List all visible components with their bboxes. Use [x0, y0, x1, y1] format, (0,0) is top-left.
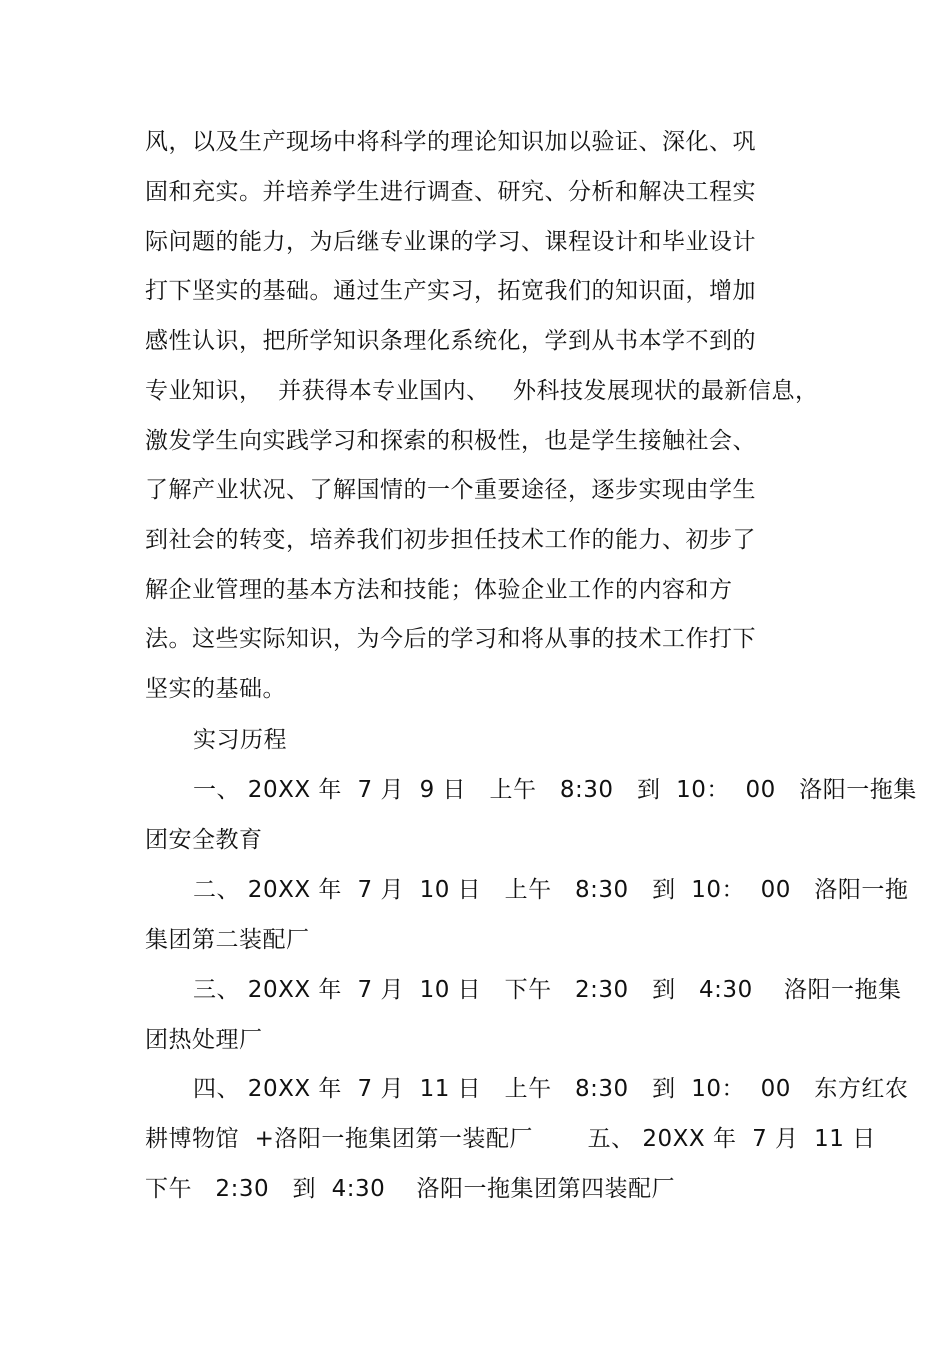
paragraph-line: 打下坚实的基础。通过生产实习，拓宽我们的知识面，增加	[145, 278, 756, 304]
schedule-item-1-line1: 一、 20XX 年 7 月 9 日 上午 8:30 到 10： 00 洛阳一拖集	[193, 777, 917, 803]
schedule-item-2-line2: 集团第二装配厂	[145, 927, 310, 953]
paragraph-line: 了解产业状况、了解国情的一个重要途径，逐步实现由学生	[145, 477, 756, 503]
paragraph-line: 感性认识，把所学知识条理化系统化，学到从书本学不到的	[145, 328, 756, 354]
schedule-item-4-line2: 耕博物馆 +洛阳一拖集团第一装配厂 五、 20XX 年 7 月 11 日	[145, 1126, 876, 1152]
paragraph-line: 解企业管理的基本方法和技能；体验企业工作的内容和方	[145, 577, 733, 603]
paragraph-line: 激发学生向实践学习和探索的积极性，也是学生接触社会、	[145, 428, 756, 454]
schedule-item-3-line1: 三、 20XX 年 7 月 10 日 下午 2:30 到 4:30 洛阳一拖集	[193, 977, 902, 1003]
section-heading: 实习历程	[193, 727, 287, 753]
paragraph-line: 坚实的基础。	[145, 676, 286, 702]
schedule-item-3-line2: 团热处理厂	[145, 1027, 263, 1053]
paragraph-line: 际问题的能力，为后继专业课的学习、课程设计和毕业设计	[145, 229, 756, 255]
paragraph-line: 专业知识， 并获得本专业国内、 外科技发展现状的最新信息，	[145, 378, 819, 404]
paragraph-line: 到社会的转变，培养我们初步担任技术工作的能力、初步了	[145, 527, 756, 553]
schedule-item-4-line1: 四、 20XX 年 7 月 11 日 上午 8:30 到 10： 00 东方红农	[193, 1076, 909, 1102]
paragraph-line: 风，以及生产现场中将科学的理论知识加以验证、深化、巩	[145, 129, 756, 155]
schedule-item-5-line: 下午 2:30 到 4:30 洛阳一拖集团第四装配厂	[145, 1176, 676, 1202]
paragraph-line: 固和充实。并培养学生进行调查、研究、分析和解决工程实	[145, 179, 756, 205]
paragraph-line: 法。这些实际知识，为今后的学习和将从事的技术工作打下	[145, 626, 756, 652]
schedule-item-2-line1: 二、 20XX 年 7 月 10 日 上午 8:30 到 10： 00 洛阳一拖	[193, 877, 909, 903]
schedule-item-1-line2: 团安全教育	[145, 827, 263, 853]
